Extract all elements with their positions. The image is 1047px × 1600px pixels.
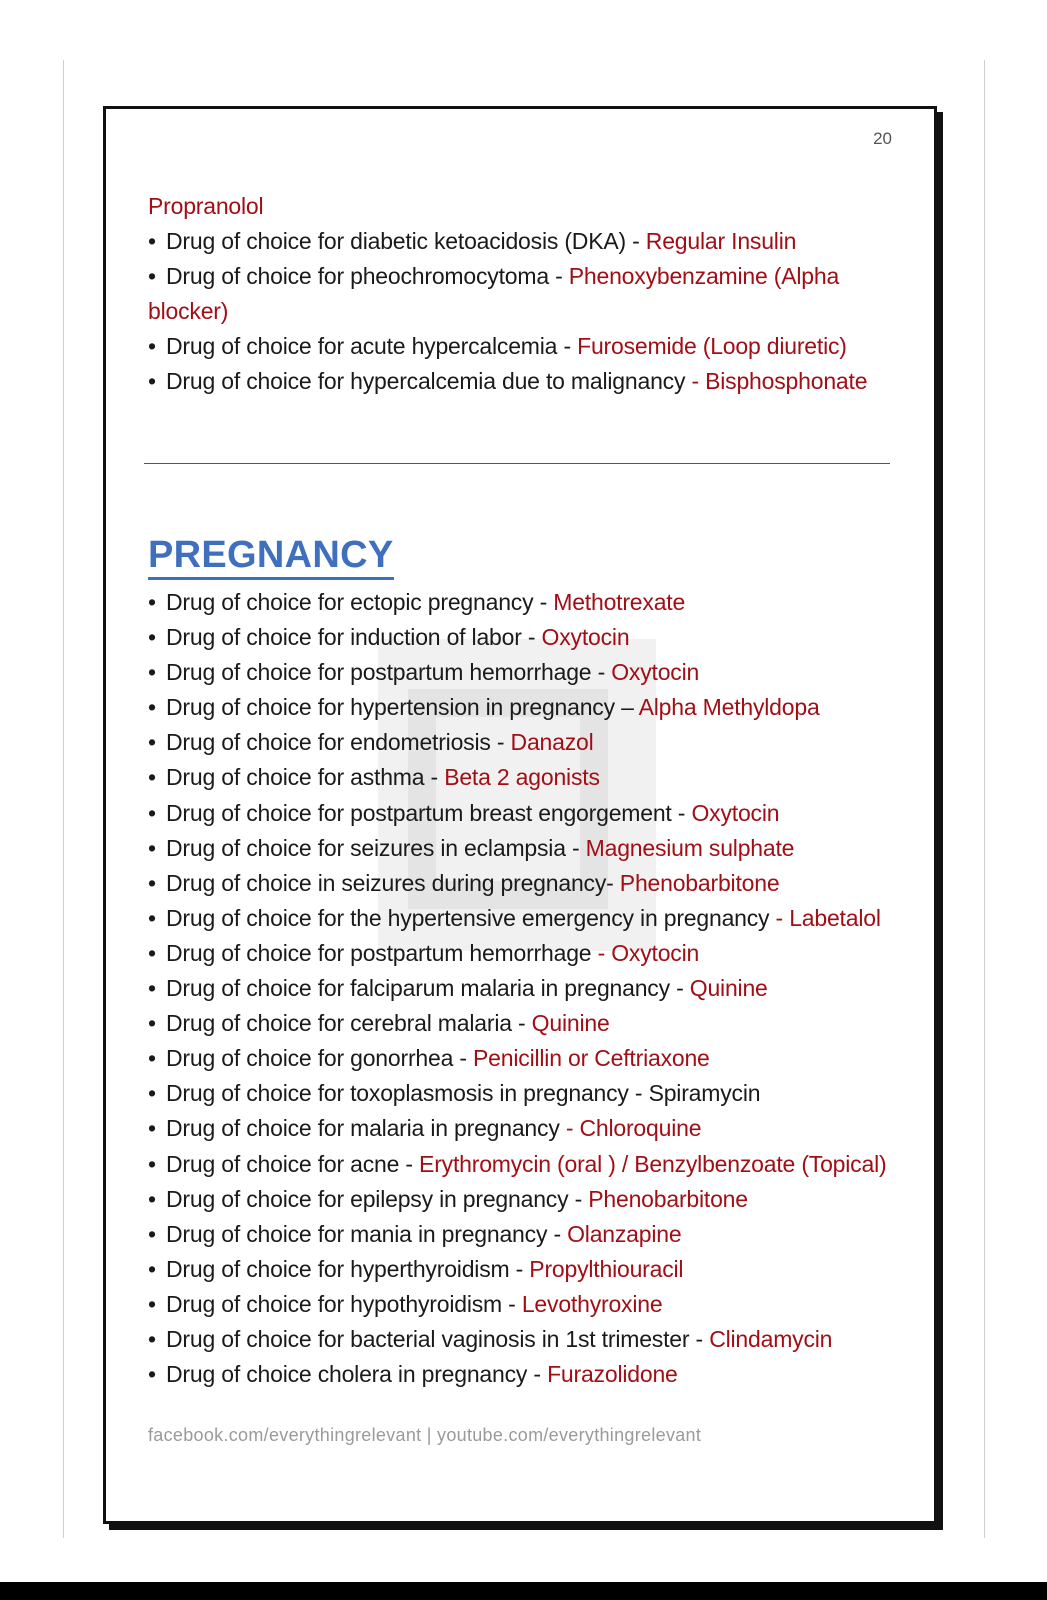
bullet: •	[148, 694, 156, 721]
list-item	[148, 364, 918, 399]
bullet: •	[148, 764, 156, 791]
bullet: •	[148, 939, 156, 966]
bullet: •	[148, 1325, 156, 1352]
section-divider	[144, 463, 890, 464]
answer-text: Penicillin or Ceftriaxone	[473, 1045, 710, 1072]
question-text: Drug of choice for endometriosis -	[166, 729, 511, 756]
answer-text: Regular Insulin	[645, 228, 797, 254]
list-item	[148, 831, 928, 866]
list-item	[148, 1006, 928, 1041]
list-item	[148, 796, 928, 831]
list-item	[148, 585, 928, 620]
bullet: •	[148, 333, 156, 359]
left-edge-line	[63, 60, 64, 1538]
list-item	[148, 1182, 928, 1217]
answer-text: - Oxytocin	[597, 939, 700, 966]
question-text: Drug of choice for hypothyroidism -	[166, 1290, 522, 1317]
question-text: Drug of choice for hypertension in pregnancy –	[166, 694, 639, 721]
page-number: 20	[873, 129, 892, 148]
pregnancy-list	[148, 585, 928, 1392]
question-text: Drug of choice in seizures during pregnancy-	[166, 869, 620, 896]
bullet: •	[148, 624, 156, 651]
answer-text: Propylthiouracil	[529, 1255, 684, 1282]
question-text: Drug of choice for toxoplasmosis in pregnancy - Spiramycin	[166, 1080, 761, 1107]
answer-text: Clindamycin	[709, 1325, 833, 1352]
section-title: PREGNANCY	[148, 533, 394, 580]
question-text: Drug of choice for bacterial vaginosis in 1st trimester -	[166, 1325, 710, 1352]
question-text: Drug of choice for acute hypercalcemia -	[166, 333, 578, 359]
answer-text: Oxytocin	[611, 659, 700, 686]
question-text: Drug of choice for asthma -	[166, 764, 445, 791]
question-text: Drug of choice for epilepsy in pregnancy -	[166, 1185, 589, 1212]
question-text: Drug of choice for seizures in eclampsia -	[166, 834, 586, 861]
list-item	[148, 1076, 928, 1111]
bottom-bar	[0, 1582, 1047, 1600]
answer-text: Furazolidone	[547, 1361, 678, 1388]
list-item	[148, 1322, 928, 1357]
answer-text: Erythromycin (oral ) / Benzylbenzoate (Topical)	[419, 1150, 887, 1177]
bullet: •	[148, 1045, 156, 1072]
answer-text: Furosemide (Loop diuretic)	[577, 333, 847, 359]
bullet: •	[148, 904, 156, 931]
list-item	[148, 866, 928, 901]
bullet: •	[148, 263, 156, 289]
list-item	[148, 655, 928, 690]
question-text: Drug of choice for malaria in pregnancy	[166, 1115, 566, 1142]
question-text: Drug of choice for diabetic ketoacidosis (DKA) -	[166, 228, 646, 254]
bullet: •	[148, 834, 156, 861]
question-text: Drug of choice for mania in pregnancy -	[166, 1220, 568, 1247]
question-text: Drug of choice for falciparum malaria in pregnancy -	[166, 975, 690, 1002]
answer-text: Propranolol	[148, 193, 264, 219]
bullet: •	[148, 799, 156, 826]
list-item	[148, 690, 928, 725]
bullet: •	[148, 1255, 156, 1282]
top-list	[148, 189, 918, 399]
question-text: Drug of choice for hypercalcemia due to malignancy	[166, 368, 692, 394]
bullet: •	[148, 659, 156, 686]
answer-text: Beta 2 agonists	[444, 764, 600, 791]
answer-text: Phenoxybenzamine (Alpha blocker)	[148, 263, 840, 324]
bullet: •	[148, 869, 156, 896]
list-item	[148, 1111, 928, 1146]
bullet: •	[148, 975, 156, 1002]
list-item	[148, 329, 918, 364]
list-item	[148, 936, 928, 971]
bullet: •	[148, 1290, 156, 1317]
bullet: •	[148, 368, 156, 394]
answer-text: - Bisphosphonate	[691, 368, 868, 394]
list-item	[148, 1217, 928, 1252]
question-text: Drug of choice for ectopic pregnancy -	[166, 589, 554, 615]
list-item	[148, 1287, 928, 1322]
question-text: Drug of choice for acne -	[166, 1150, 420, 1177]
bullet: •	[148, 1361, 156, 1388]
answer-text: Phenobarbitone	[619, 869, 780, 896]
answer-text: Levothyroxine	[521, 1290, 663, 1317]
list-item	[148, 1041, 928, 1076]
question-text: Drug of choice for pheochromocytoma -	[166, 263, 569, 289]
list-item	[148, 620, 928, 655]
question-text: Drug of choice for induction of labor -	[166, 624, 542, 651]
list-item	[148, 1147, 928, 1182]
bullet: •	[148, 1185, 156, 1212]
bullet: •	[148, 729, 156, 756]
question-text: Drug of choice for hyperthyroidism -	[166, 1255, 530, 1282]
question-text: Drug of choice for postpartum hemorrhage	[166, 939, 598, 966]
bullet: •	[148, 1010, 156, 1037]
question-text: Drug of choice for the hypertensive emergency in pregnancy	[166, 904, 776, 931]
right-edge-line	[984, 60, 985, 1538]
answer-text: Methotrexate	[553, 589, 686, 615]
question-text: Drug of choice for postpartum breast engorgement -	[166, 799, 692, 826]
document-page	[103, 106, 937, 1524]
answer-text: Quinine	[689, 975, 768, 1002]
list-item	[148, 901, 928, 936]
answer-text: Oxytocin	[541, 624, 630, 651]
question-text: Drug of choice for cerebral malaria -	[166, 1010, 532, 1037]
answer-text: Alpha Methyldopa	[638, 694, 820, 721]
answer-text: - Labetalol	[775, 904, 881, 931]
list-item	[148, 1357, 928, 1392]
answer-text: Olanzapine	[567, 1220, 682, 1247]
answer-text: Phenobarbitone	[588, 1185, 748, 1212]
footer-links: facebook.com/everythingrelevant | youtube.com/everythingrelevant	[148, 1425, 702, 1445]
answer-text: Danazol	[510, 729, 594, 756]
list-item	[148, 1252, 928, 1287]
list-item	[148, 760, 928, 795]
bullet: •	[148, 228, 156, 254]
bullet: •	[148, 1220, 156, 1247]
question-text: Drug of choice for gonorrhea -	[166, 1045, 474, 1072]
answer-text: Oxytocin	[691, 799, 780, 826]
bullet: •	[148, 1080, 156, 1107]
question-text: Drug of choice cholera in pregnancy -	[166, 1361, 548, 1388]
list-item	[148, 259, 848, 329]
answer-text: Magnesium sulphate	[585, 834, 795, 861]
list-item	[148, 971, 928, 1006]
answer-text: - Chloroquine	[565, 1115, 702, 1142]
list-item	[148, 189, 918, 224]
bullet: •	[148, 1115, 156, 1142]
list-item	[148, 224, 918, 259]
bullet: •	[148, 589, 156, 615]
list-item	[148, 725, 928, 760]
answer-text: Quinine	[531, 1010, 610, 1037]
question-text: Drug of choice for postpartum hemorrhage -	[166, 659, 612, 686]
bullet: •	[148, 1150, 156, 1177]
